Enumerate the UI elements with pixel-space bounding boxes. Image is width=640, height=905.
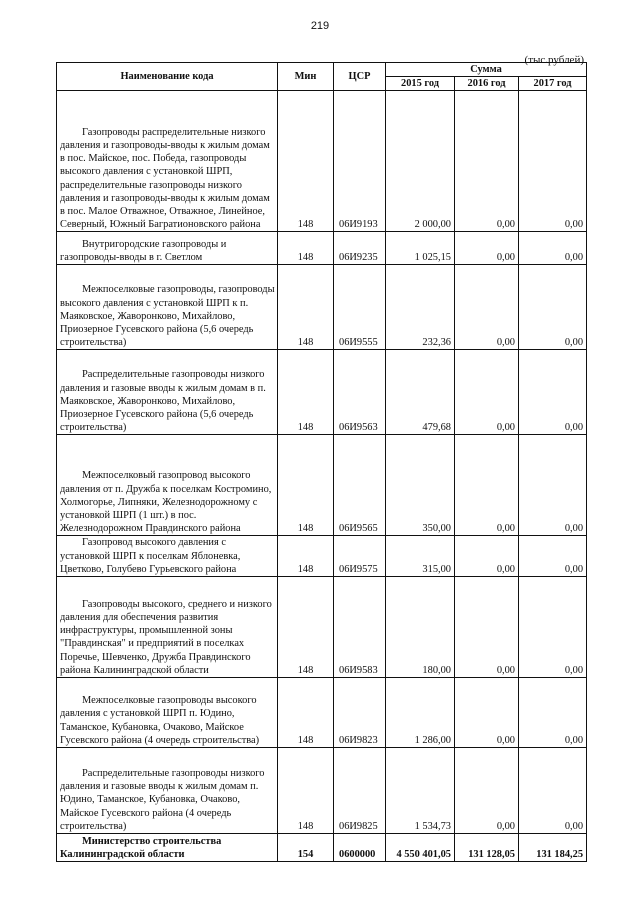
table-row (57, 748, 587, 834)
cell-2015: 180,00 (386, 577, 455, 678)
cell-name: Межпоселковый газопровод высокого давления от п. Дружба к поселкам Костромино, Холмогорье, Липняки, Железнодорожному с установкой ШРП (1 шт.) в пос. Железнодорожном Правдинского района (57, 435, 278, 536)
cell-2017: 0,00 (519, 748, 587, 834)
table-row (57, 91, 587, 232)
cell-csr: 06И9823 (334, 678, 386, 748)
cell-2017: 0,00 (519, 536, 587, 577)
cell-min: 148 (278, 748, 334, 834)
units-label: (тыс.рублей) (524, 54, 584, 66)
cell-2016: 0,00 (455, 435, 519, 536)
cell-name: Газопроводы распределительные низкого давления и газопроводы-вводы к жилым домам в пос. Майское, пос. Победа, газопроводы высокого давления с установкой ШРП, распределительные газопроводы низкого давления и газопроводы-вводы к жилым домам в пос. Малое Отважное, Отважное, Линейное, Северный, Южный Багратионовского района (57, 91, 278, 232)
cell-name: Распределительные газопроводы низкого давления и газовые вводы к жилым домам п. Юдино, Таманское, Кубановка, Очаково, Майское Гусевского района (4 очередь строительства) (57, 748, 278, 834)
cell-2017: 0,00 (519, 577, 587, 678)
cell-csr: 06И9583 (334, 577, 386, 678)
cell-2016: 0,00 (455, 91, 519, 232)
cell-2017: 0,00 (519, 435, 587, 536)
cell-name: Распределительные газопроводы низкого давления и газовые вводы к жилым домам в п. Маяковское, Жаворонково, Михайлово, Приозерное Гусевского района (5,6 очередь строительства) (57, 350, 278, 435)
cell-min: 148 (278, 232, 334, 265)
cell-min: 148 (278, 536, 334, 577)
cell-2015: 1 534,73 (386, 748, 455, 834)
table-row (57, 265, 587, 350)
cell-2015: 1 025,15 (386, 232, 455, 265)
cell-name: Газопроводы высокого, среднего и низкого давления для обеспечения развития инфраструктуры, промышленной зоны "Правдинская" и предприятий в поселках Поречье, Шевченко, Дружба Правдинского района Калининградской области (57, 577, 278, 678)
cell-name: Межпоселковые газопроводы высокого давления с установкой ШРП п. Юдино, Таманское, Кубановка, Очаково, Майское Гусевского района (4 очередь строительства) (57, 678, 278, 748)
cell-2016: 0,00 (455, 265, 519, 350)
cell-2017: 0,00 (519, 678, 587, 748)
cell-name: Внутригородские газопроводы и газопроводы-вводы в г. Светлом (57, 232, 278, 265)
cell-name: Газопровод высокого давления с установкой ШРП к поселкам Яблоневка, Цветково, Голубево Гурьевского района (57, 536, 278, 577)
cell-min: 154 (278, 834, 334, 862)
cell-2017: 0,00 (519, 265, 587, 350)
cell-csr: 06И9193 (334, 91, 386, 232)
budget-table (56, 62, 587, 862)
cell-2015: 232,36 (386, 265, 455, 350)
page-number: 219 (310, 20, 330, 32)
cell-csr: 06И9563 (334, 350, 386, 435)
cell-min: 148 (278, 435, 334, 536)
cell-name: Межпоселковые газопроводы, газопроводы высокого давления с установкой ШРП к п. Маяковское, Жаворонково, Михайлово, Приозерное Гусевского района (5,6 очередь строительства) (57, 265, 278, 350)
table-row (57, 577, 587, 678)
cell-csr: 0600000 (334, 834, 386, 862)
cell-2017: 0,00 (519, 232, 587, 265)
cell-2017: 0,00 (519, 350, 587, 435)
cell-csr: 06И9575 (334, 536, 386, 577)
cell-2016: 0,00 (455, 748, 519, 834)
cell-min: 148 (278, 91, 334, 232)
cell-2015: 2 000,00 (386, 91, 455, 232)
cell-min: 148 (278, 350, 334, 435)
cell-2015: 4 550 401,05 (386, 834, 455, 862)
cell-name: Министерство строительства Калининградской области (57, 834, 278, 862)
cell-2015: 479,68 (386, 350, 455, 435)
header-sum: Сумма (386, 63, 587, 77)
table-row (57, 232, 587, 265)
cell-2016: 0,00 (455, 678, 519, 748)
cell-2015: 350,00 (386, 435, 455, 536)
table-row (57, 435, 587, 536)
table-row (57, 350, 587, 435)
cell-2017: 0,00 (519, 91, 587, 232)
cell-csr: 06И9235 (334, 232, 386, 265)
cell-csr: 06И9565 (334, 435, 386, 536)
cell-2016: 131 128,05 (455, 834, 519, 862)
table-row (57, 678, 587, 748)
cell-min: 148 (278, 678, 334, 748)
header-2016: 2016 год (455, 77, 519, 91)
cell-min: 148 (278, 265, 334, 350)
cell-csr: 06И9555 (334, 265, 386, 350)
table-row (57, 536, 587, 577)
cell-2017: 131 184,25 (519, 834, 587, 862)
cell-2015: 315,00 (386, 536, 455, 577)
header-min: Мин (278, 63, 334, 91)
cell-csr: 06И9825 (334, 748, 386, 834)
cell-2015: 1 286,00 (386, 678, 455, 748)
header-csr: ЦСР (334, 63, 386, 91)
header-name: Наименование кода (57, 63, 278, 91)
cell-2016: 0,00 (455, 350, 519, 435)
cell-min: 148 (278, 577, 334, 678)
cell-2016: 0,00 (455, 577, 519, 678)
header-2015: 2015 год (386, 77, 455, 91)
total-row (57, 834, 587, 862)
cell-2016: 0,00 (455, 536, 519, 577)
cell-2016: 0,00 (455, 232, 519, 265)
header-2017: 2017 год (519, 77, 587, 91)
